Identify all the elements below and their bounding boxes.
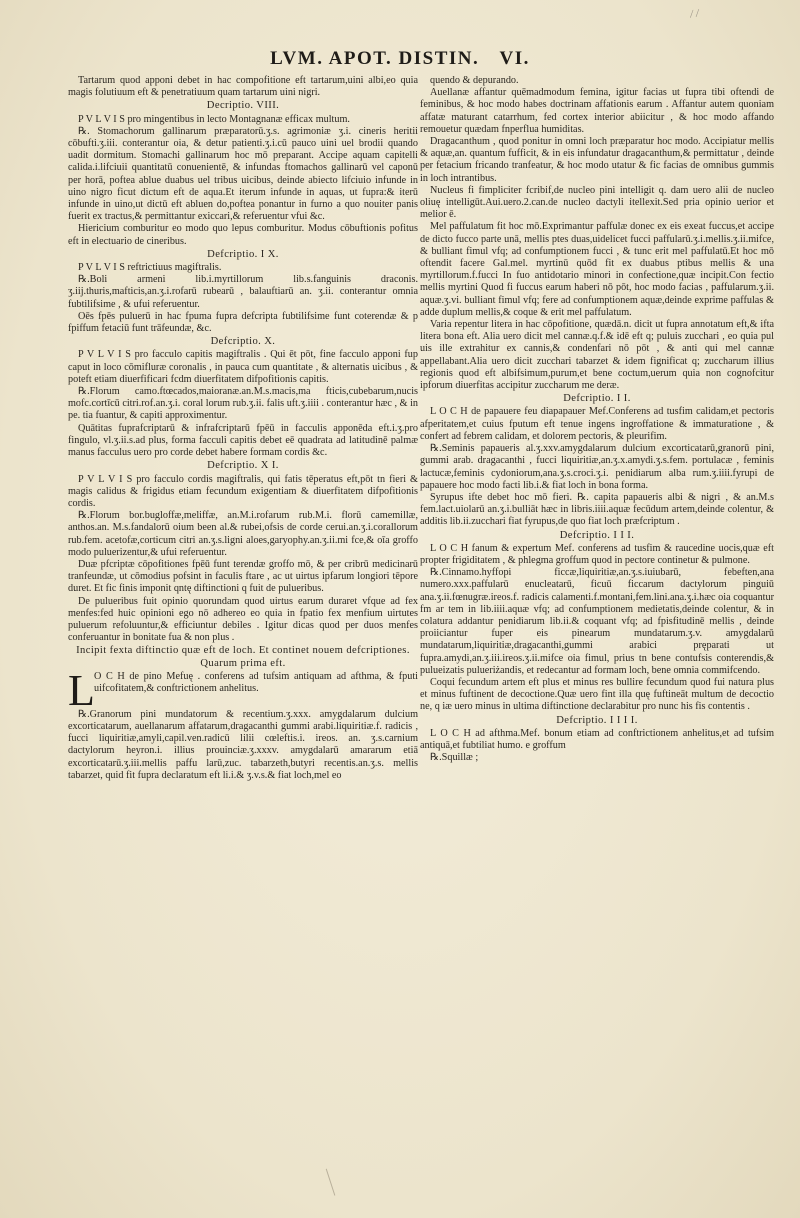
- running-header: [0, 48, 800, 70]
- section-heading: Decriptio. VIII.: [206, 100, 280, 112]
- paragraph: ℞. Stomachorum gallinarum præparatorū.ʒ.s. agrimoniæ ʒ.i. cineris heritii cōbufti.ʒ.iii. conterantur oia, & detur patienti.ʒ.i.cū pauco uini uel brodii quando uadit dormitum. Stomachi gallinarum hoc mō preparant. Accipe aquam capitelli calida.i.lifciuii quantitatū conuenientē, & infundas ftomachos gallinarū vel caponū per horā, poftea ablue duabus uel tribus uicibus, deinde abiecto lifciuio infunde in uino nigro ficut dictum eft de aqua.Et iterum infunde in aquas, ut fupra:& iterū infunde in uino,ut dictū eft abluen do,poftea ponantur in furno a quo nouiter panis fuerit ex tractus,& permittantur exiccari,& referuentur vfui &c.: [68, 125, 418, 223]
- paragraph: L O C H ad afthma.Mef. bonum etiam ad conftrictionem anhelitus,et ad tufsim antiquā,et fubtiliat humo. e groffum: [420, 727, 774, 751]
- drop-capital: L: [68, 665, 95, 715]
- paragraph: ℞.Florum bor.bugloffæ,meliffæ, an.M.i.rofarum rub.M.i. florū camemillæ, anthos.an. M.s.fandalorū oium been al.& rubei,ofsis de corde cerui.an.ʒ.i.corallorum rub.fem. acetofæ,corticum citri an.ʒ.s.ligni aloes,garyophy.an.ʒ.ii.mi fce,& oīa groffo modo puluerizentur,& ufui referuentur.: [68, 510, 418, 558]
- section-heading: Incipit fexta diftinctio quæ eft de loch. Et continet nouem defcriptiones. Quarum prima eft.: [76, 645, 410, 669]
- paragraph: P V L V I S pro mingentibus in lecto Montagnanæ efficax multum.: [78, 113, 350, 125]
- left-column: [68, 75, 418, 782]
- paragraph: ℞.Seminis papaueris al.ʒ.xxv.amygdalarum dulcium excorticatarū,granorū pini, gummi arab. dragacanthi , fucci liquiritiæ,an.ʒ.x.amydi.ʒ.s.fem. portulacæ , feminis lactucæ,feminis cydoniorum,ana.ʒ.s.croci.ʒ.i. penidiarum alba rum.ʒ.iiii.fyrupi de papauere hoc modo facti lib.i.& fiat loch in bona forma.: [420, 443, 774, 491]
- section-heading: Defcriptio. I X.: [207, 248, 279, 260]
- paragraph: ℞.Squillæ ;: [430, 752, 479, 764]
- paragraph: L O C H de papauere feu diapapauer Mef.Conferens ad tusfim calidam,et pectoris afperitatem,et cuius fputum eft tenue ingens ingroffatione & immaturatione , & confert ad febrem calidam, et dolorem pectoris, & pleurifim.: [420, 406, 774, 442]
- paragraph: P V L V I S reftrictiuus magiftralis.: [78, 262, 222, 274]
- paragraph: Dragacanthum , quod ponitur in omni loch præparatur hoc modo. Accipiatur mellis & aquæ,an. quantum fufficit, & in eis infundatur dragacanthum,& permittatur , deinde per fetacium fricando tranfeatur, & hoc modo utatur & fic facias de omnibus gummis in loch intrantibus.: [420, 136, 774, 184]
- paragraph: L O C H fanum & expertum Mef. conferens ad tusfim & raucedine uocis,quæ eft propter frigiditatem , & phlegma groffum quod in pectore continetur & pulmone.: [420, 542, 774, 566]
- paragraph: De pulueribus fuit opinio quorundam quod uirtus earum duraret vfque ad fex menfes:fed huic opinioni ego nō adhereo eo quia in fpatio fex menfium uirtutes puluerum refoluuntur,& efficiuntur debiles . Igitur dicas quod per duos menfes conferuantur in bonitate fua & non plus .: [68, 595, 418, 644]
- paragraph: P V L V I S pro facculo capitis magiftralis . Qui ēt pōt, fine facculo apponi fup caput in loco cōmifluræ coronalis , in pauca cum quantitate , & alternatis uicibus , & poteft etiam diuerfificari fcdm diuerfitatem difpofitionis capitis.: [68, 349, 418, 385]
- paragraph: Varia repentur litera in hac cōpofitione, quædā.n. dicit ut fupra annotatum eft,& ifta litera bona eft. Alia uero dicit mel cannæ.q.f.& idē eft q; puluis zucchari , eo quia pul uis ille extrahitur ex cannis,& condenfari nō pōt , & anti qui mel cannæ appellabant.Alia uero dicit zucchari tabarzet & idem fignificat q; zuccharum illius regionis quod eft albifsimum,purum,et bene coctum,uerum quia non cognofcitur ipforum diuerfitas accipitur zuccharum me deræ.: [420, 319, 774, 392]
- paragraph: Coqui fecundum artem eft plus et minus res bullire fecundum quod fui natura plus et minus fuftinent de decoctione.Quæ uero fint illa quę fuftineāt multum de decoctio ne, q iæ uero minus in ultima diftinctione declarabitur pro nunc his fis contentis .: [420, 676, 774, 713]
- paragraph: Hiericium comburitur eo modo quo lepus comburitur. Modus cōbuftionis pofitus eft in electuario de cineribus.: [68, 223, 418, 247]
- paragraph: Oēs fpēs puluerū in hac fpuma fupra defcripta fubtilifsime funt coterendæ & p fpiffum fetaciū funt trāfeundæ, &c.: [68, 310, 418, 335]
- section-heading: Defcriptio. I I I.: [559, 529, 635, 541]
- ink-stroke: [326, 1168, 337, 1195]
- paragraph: quendo & depurando.: [430, 75, 519, 86]
- paragraph: Auellanæ affantur quēmadmodum femina, igitur facias ut fupra tibi oftendi de feminibus, & hoc modo habes doctrinam affationis earum . Affantur autem quoniam affatæ maturant catarrhum, fed cortex interior abiicitur , & hoc modo affando remouetur quædam fnperflua humiditas.: [420, 87, 774, 135]
- page-number: VI.: [499, 48, 530, 69]
- paragraph: Tartarum quod apponi debet in hac compofitione eft tartarum,uini albi,eo quia magis folutiuum eft & penetratiuum quam tartarum uini nigri.: [68, 75, 418, 99]
- paragraph-text: O C H de pino Mefuę . conferens ad tufsim antiquam ad afthma, & fputi uifcofitatem,& conftrictionem anhelitus.: [94, 670, 418, 694]
- right-column: [420, 75, 774, 764]
- corner-ink-mark: / /: [689, 7, 700, 21]
- header-title: LVM. APOT. DISTIN.: [270, 48, 480, 69]
- paragraph: ℞.Cinnamo.hyffopi ficcæ,liquiritiæ,an.ʒ.s.iuiubarū, febeften,ana numero.xxx.paffularū enucleatarū, ficuū ficcarum dactylorum pinguiū ana.ʒ.ii.fœnugræ.ireos.f. radicis calamenti.f.montani,fem.lini.ana.ʒ.i.hæc oia coquantur fm ar tem in lib.iiii.aquæ vfq; ad confumptionem medietatis,deinde colentur, & in colatura addantur penidiarum lib.ii.& coquant vfq; ad fpisfitudinē mellis , deinde proiiciantur fuper eis pinearum mundatarum.ʒ.v. amygdalarū mundatarum,liquiritiæ,dragacanthi,gummi arabici pręparati ut fupra.amydi,an.ʒ.iii.ireos.ʒ.ii.mifce oia fimul, prius tn bene contufsis conterendis,& pulueizatis pulueriżandis, et redecantur ad formam loch, bene omnia commifcendo.: [420, 567, 774, 676]
- paragraph: ℞.Florum camo.ftœcados,maioranæ.an.M.s.macis,ma fticis,cubebarum,nucis mofc.cortīcū citri.rof.an.ʒ.i. coral lorum rub.ʒ.ii. falis uft.ʒ.iiii . conterantur hæc , & in pe. tia fuantur, & capiti approximentur.: [68, 386, 418, 422]
- section-heading: Defcriptio. X I.: [207, 460, 279, 472]
- paragraph: Duæ pfcriptæ cōpofitiones fpēū funt terendæ groffo mō, & per cribrū medicinarū tranfeundæ, ut cōmodius pofsint in faculis ftare , ac ut uirtus ipfarum longiori tēpore duret. Et fic finis imponit qntę diftinctioni q fuit de pulueribus.: [68, 558, 418, 595]
- paragraph: Nucleus fi fimpliciter fcribif,de nucleo pini intelligit q. dam uero alii de nucleo oliuę intelligūt.Aui.uero.2.can.de nucleo dactyli itellexit.Sed pria opinio uerior et melior ē.: [420, 184, 774, 221]
- paragraph: Syrupus ifte debet hoc mō fieri. ℞. capita papaueris albi & nigri , & an.M.s fem.lact.uiolarū an.ʒ.i.bulliāt hæc in libris.iiii.aquæ fecūdum artem,deinde colentur, & additis lib.ii.zucchari fiat fyrupus,de quo fiat loch præfcriptum .: [420, 491, 774, 528]
- section-heading: Defcriptio. I I I I.: [556, 714, 638, 726]
- dropcap-paragraph: [68, 665, 418, 715]
- paragraph: P V L V I S pro facculo cordis magiftralis, qui fatis tēperatus eft,pōt tn fieri & magis calidus & frigidus etiam fecundum exigentiam & diuerfitatem difpofitionis cordis.: [68, 473, 418, 509]
- paragraph: Quātitas fuprafcriptarū & infrafcriptarū fpēū in facculis apponēda eft.i.ʒ.pro fingulo, vl.ʒ.ii.s.ad plus, forma facculi capitis debet eē quadrata ad latitudinē palmæ manus facculus uero pro corde debet habere formam cordis &c.: [68, 422, 418, 459]
- section-heading: Defcriptio. I I.: [563, 393, 631, 405]
- paragraph: Mel paffulatum fit hoc mō.Exprimantur paffulæ donec ex eis exeat fuccus,et accipe de dicto fucco parte unā, mellis ptes duas,uidelicet fucci paffularū.ʒ.i.mellis.ʒ.ii.mifce, & bulliant fimul vfq; ad confumptionem fucci , & tunc erit mel paffulatū.Et hoc mō oftendit facere Gal.mel. myrtinū quōd fit ex duabus ptibus mellis & una myrtillorum.f.fucci In fuo antidotario minori in confectione,quæ incipit.Con fectio mellis myrtini Quod fi fuccus earum haberi nō pōt, hoc modo facias , paffularum.ʒ.ii. aquæ.ʒ.vi. bulliant fimul vfq; fere ad confumptionem aquæ,deinde exprime paffulas & adde duplum mellis,& coque & erit mel paffulatum.: [420, 221, 774, 318]
- paragraph: ℞.Boli armeni lib.i.myrtillorum lib.s.fanguinis draconis. ʒ.iij.thuris,mafticis,an.ʒ.i.rofarū rubearū , balauftiarū an. ʒ.ii. conterantur omnia fubtilifsime , & ufui referuentur.: [68, 274, 418, 310]
- section-heading: Defcriptio. X.: [210, 336, 276, 348]
- paragraph: ℞.Granorum pini mundatorum & recentium.ʒ.xxx. amygdalarum dulcium excorticatarum, auellanarum affatarum,dragacanthi gummi arabi.liquiritiæ.f. radicis , fucci liquiritiæ,amyli,capil.ven.radicū lilii cœleftis.i. ireos. an. ʒ.s.carnium dactylorum heyron.i. illius prouinciæ.ʒ.xxxv. amygdalarū amararum etiā excorticatarū.ʒ.iii.mellis paffu larū,zuc. tabarzeth,butyri recentis.an.ʒ.s. mellis tabarzet, quid fit fupra declaratum eft li.i.& ʒ.v.s.& fiat loch,mel eo: [68, 708, 418, 781]
